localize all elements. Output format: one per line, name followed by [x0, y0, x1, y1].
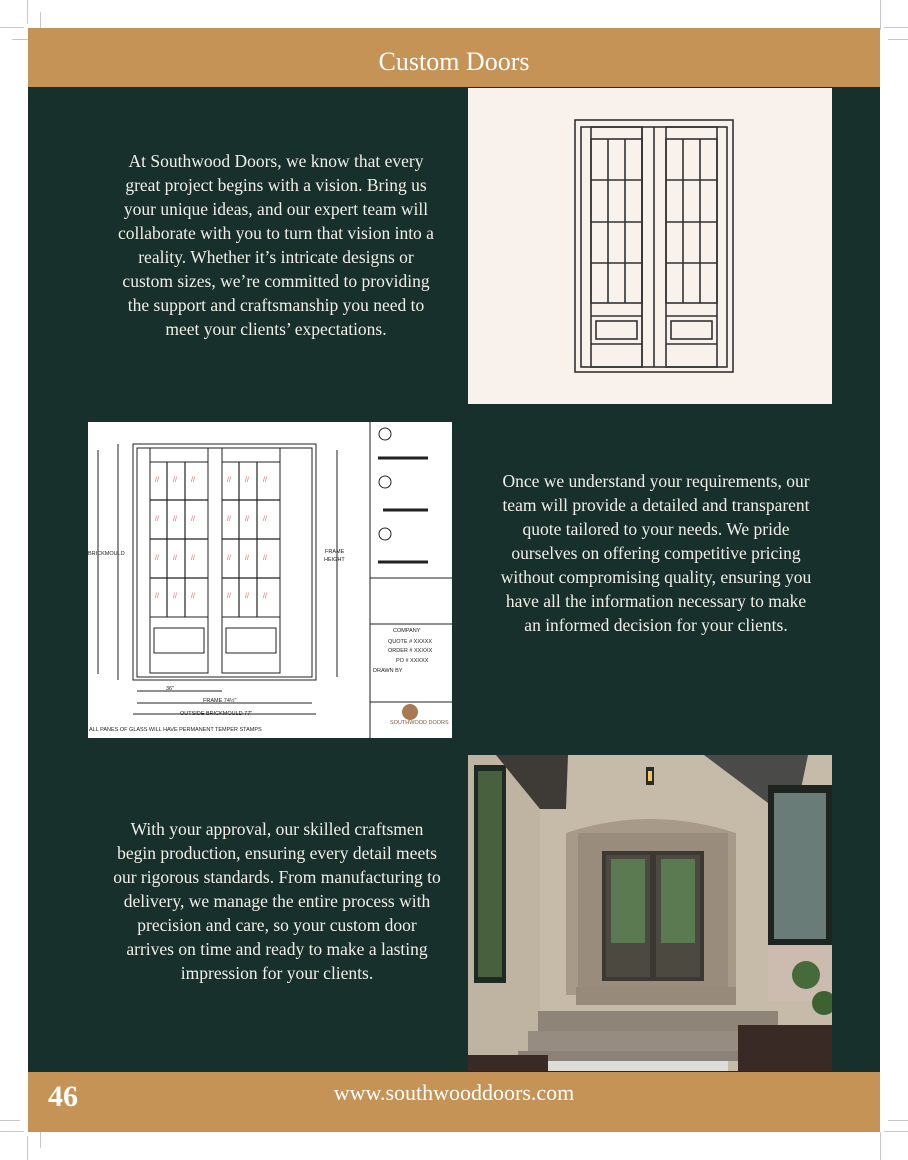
svg-text://: // — [191, 516, 195, 523]
website-link[interactable]: www.southwooddoors.com — [333, 1080, 575, 1105]
page-number: 46 — [48, 1080, 78, 1113]
svg-text://: // — [155, 477, 159, 484]
svg-text://: // — [245, 477, 249, 484]
svg-text:FRAME 74½": FRAME 74½" — [203, 698, 237, 704]
svg-text:FRAME: FRAME — [325, 549, 345, 555]
page-body — [28, 87, 880, 1072]
svg-text://: // — [227, 477, 231, 484]
svg-text:PO # XXXXX: PO # XXXXX — [396, 658, 429, 664]
crop-mark — [27, 0, 28, 24]
page-title: Custom Doors — [378, 46, 530, 76]
door-sketch-image — [468, 88, 832, 404]
technical-drawing-image — [88, 422, 452, 738]
page-footer — [28, 1072, 880, 1132]
svg-text://: // — [173, 477, 177, 484]
crop-mark — [27, 1136, 28, 1160]
svg-text://: // — [263, 593, 267, 600]
svg-text:ALL PANES OF GLASS WILL HAVE P: ALL PANES OF GLASS WILL HAVE PERMANENT TEMPER STAMPS — [89, 727, 262, 733]
svg-text:HEIGHT: HEIGHT — [324, 557, 345, 563]
crop-mark — [884, 27, 908, 28]
crop-mark — [0, 1120, 20, 1121]
svg-text://: // — [173, 593, 177, 600]
svg-text://: // — [191, 477, 195, 484]
door-technical-drawing-icon — [88, 422, 452, 738]
svg-text://: // — [263, 477, 267, 484]
svg-text://: // — [173, 555, 177, 562]
svg-text://: // — [191, 555, 195, 562]
production-paragraph: With your approval, our skilled craftsmen begin production, ensuring every detail meets our rigorous standards. From manufacturing to delivery, we manage the entire process with precision and care, so your custom door arrives on time and ready to make a lasting impression for your clients. — [113, 819, 441, 983]
brochure-page — [28, 28, 880, 1132]
svg-text://: // — [173, 516, 177, 523]
svg-text:DRAWN BY: DRAWN BY — [373, 668, 403, 674]
crop-mark — [888, 1120, 908, 1121]
installed-door-photo — [468, 755, 832, 1071]
svg-text://: // — [227, 516, 231, 523]
svg-text://: // — [263, 516, 267, 523]
vision-paragraph: At Southwood Doors, we know that every great project begins with a vision. Bring us your unique ideas, and our expert team will collaborate with you to turn that vision into a reality. Whether it’s intricate designs or custom sizes, we’re committed to providing the support and craftsmanship you need to meet your clients’ expectations. — [118, 151, 434, 339]
svg-text:QUOTE # XXXXX: QUOTE # XXXXX — [388, 639, 433, 645]
svg-text://: // — [263, 555, 267, 562]
svg-text://: // — [245, 516, 249, 523]
svg-text:ORDER # XXXXX: ORDER # XXXXX — [388, 648, 433, 654]
svg-text://: // — [155, 516, 159, 523]
crop-mark — [0, 27, 24, 28]
svg-text://: // — [191, 593, 195, 600]
svg-text://: // — [227, 555, 231, 562]
svg-text://: // — [227, 593, 231, 600]
double-door-sketch-icon — [468, 88, 832, 404]
svg-text:COMPANY: COMPANY — [393, 628, 421, 634]
crop-mark — [880, 0, 881, 30]
svg-text:SOUTHWOOD DOORS: SOUTHWOOD DOORS — [390, 720, 449, 726]
svg-text:36": 36" — [166, 686, 175, 692]
crop-mark — [888, 39, 908, 40]
svg-text:BRICKMOULD: BRICKMOULD — [88, 551, 125, 557]
quote-paragraph: Once we understand your requirements, our team will provide a detailed and transparent quote tailored to your needs. We pride ourselves on offering competitive pricing without compromising quality, ensuring you have all the information necessary to make an informed decision for your clients. — [500, 471, 812, 635]
svg-text://: // — [155, 555, 159, 562]
crop-mark — [884, 1131, 908, 1132]
page-header — [28, 28, 880, 87]
svg-text://: // — [245, 555, 249, 562]
crop-mark — [880, 1132, 881, 1160]
svg-text://: // — [245, 593, 249, 600]
svg-text://: // — [155, 593, 159, 600]
entryway-photo-icon — [468, 755, 832, 1071]
svg-text:OUTSIDE BRICKMOULD 77": OUTSIDE BRICKMOULD 77" — [180, 711, 253, 717]
crop-mark — [0, 1131, 24, 1132]
